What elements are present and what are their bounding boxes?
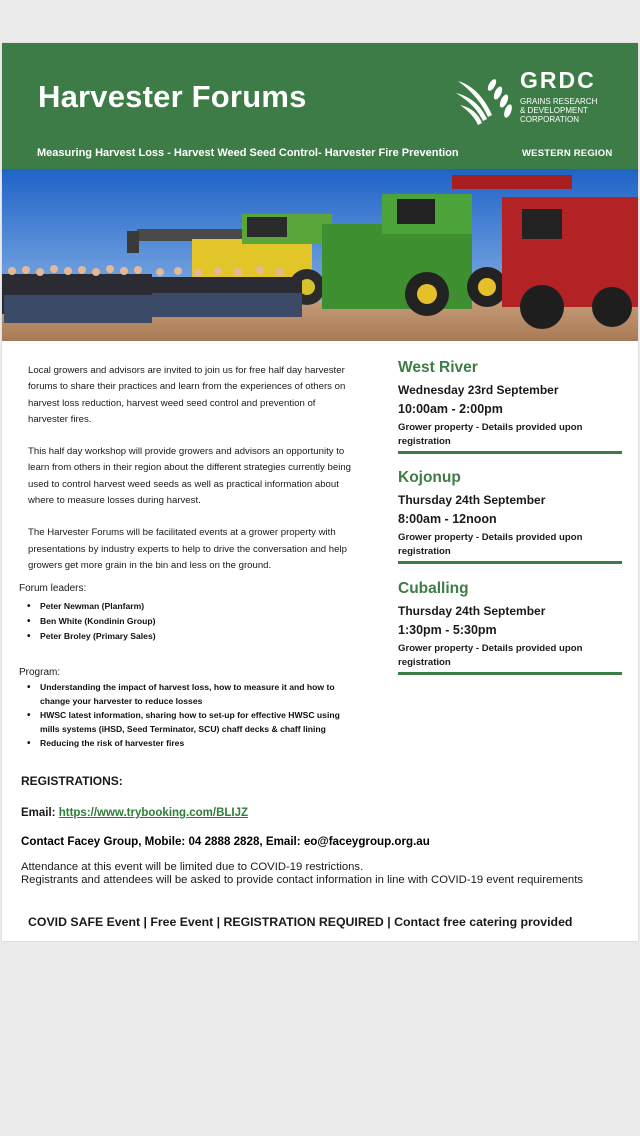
- event-date: Thursday 24th September: [398, 604, 546, 618]
- page-title: Harvester Forums: [38, 79, 307, 114]
- list-item: • Reducing the risk of harvester fires: [24, 737, 344, 751]
- program-list: [24, 681, 344, 752]
- list-item: • Peter Newman (Planfarm): [24, 599, 344, 614]
- list-item: • Understanding the impact of harvest loss, how to measure it and how to change your harvester to reduce losses: [24, 681, 344, 708]
- event-town: Kojonup: [398, 469, 461, 486]
- list-item: • Peter Broley (Primary Sales): [24, 629, 344, 644]
- forum-leaders-list: [24, 599, 344, 644]
- intro-paragraph: Local growers and advisors are invited to join us for free half day harvester forums to share their practices and learn from the experiences of others on harvest loss reduction, harvest weed seed control and prevention of harvester fires.: [28, 365, 346, 425]
- event-town: Cuballing: [398, 580, 469, 597]
- intro-text: [28, 363, 358, 590]
- list-item: • Ben White (Kondinin Group): [24, 614, 344, 629]
- registration-link[interactable]: https://www.trybooking.com/BLIJZ: [58, 807, 249, 819]
- contact-line: Contact Facey Group, Mobile: 04 2888 2828, Email: eo@faceygroup.org.au: [21, 835, 430, 848]
- header-banner: [2, 43, 638, 169]
- event-kojonup: [398, 469, 624, 564]
- event-west-river: [398, 359, 624, 454]
- event-date: Thursday 24th September: [398, 493, 546, 507]
- event-time: 10:00am - 2:00pm: [398, 402, 503, 416]
- flyer: [2, 43, 638, 941]
- event-venue: Grower property - Details provided upon registration: [398, 422, 583, 447]
- intro-paragraph: The Harvester Forums will be facilitated events at a grower property with presentations by industry experts to help to drive the conversation and help growers get more grain in the bin and less on the ground.: [28, 527, 347, 571]
- intro-paragraph: This half day workshop will provide growers and advisors an opportunity to learn from others in their region about the different strategies currently being used to control harvest weed seeds as well as practical information about where to measure losses during harvest.: [28, 446, 351, 507]
- event-cuballing: [398, 580, 624, 675]
- divider: [398, 451, 622, 454]
- event-venue: Grower property - Details provided upon registration: [398, 532, 583, 557]
- grdc-logo: [454, 67, 624, 135]
- logo-subtext: GRAINS RESEARCH & DEVELOPMENT CORPORATION: [520, 97, 598, 124]
- email-label: Email:: [21, 807, 56, 819]
- divider: [398, 561, 622, 564]
- email-line: [21, 807, 248, 819]
- forum-leaders-label: Forum leaders:: [19, 583, 87, 594]
- attendance-notice: Attendance at this event will be limited due to COVID-19 restrictions. Registrants and attendees will be asked to provide contact information in line with COVID-19 event requirements: [21, 861, 583, 886]
- program-label: Program:: [19, 667, 61, 678]
- event-time: 8:00am - 12noon: [398, 512, 497, 526]
- logo-wordmark: GRDC: [520, 67, 596, 93]
- harvester-photo: [2, 169, 638, 341]
- event-summary-footer: COVID SAFE Event | Free Event | REGISTRATION REQUIRED | Contact free catering provided: [28, 915, 573, 929]
- event-time: 1:30pm - 5:30pm: [398, 623, 497, 637]
- divider: [398, 672, 622, 675]
- wheat-icon: [454, 71, 516, 131]
- list-item: • HWSC latest information, sharing how to set-up for effective HWSC using mills systems (iHSD, Seed Terminator, SCU) chaff decks & chaff lining: [24, 709, 344, 736]
- registrations-heading: REGISTRATIONS:: [21, 774, 123, 788]
- event-town: West River: [398, 359, 478, 376]
- region-label: WESTERN REGION: [522, 148, 613, 159]
- event-venue: Grower property - Details provided upon registration: [398, 643, 583, 668]
- page-subtitle: Measuring Harvest Loss - Harvest Weed Seed Control- Harvester Fire Prevention: [37, 147, 459, 159]
- event-date: Wednesday 23rd September: [398, 383, 559, 397]
